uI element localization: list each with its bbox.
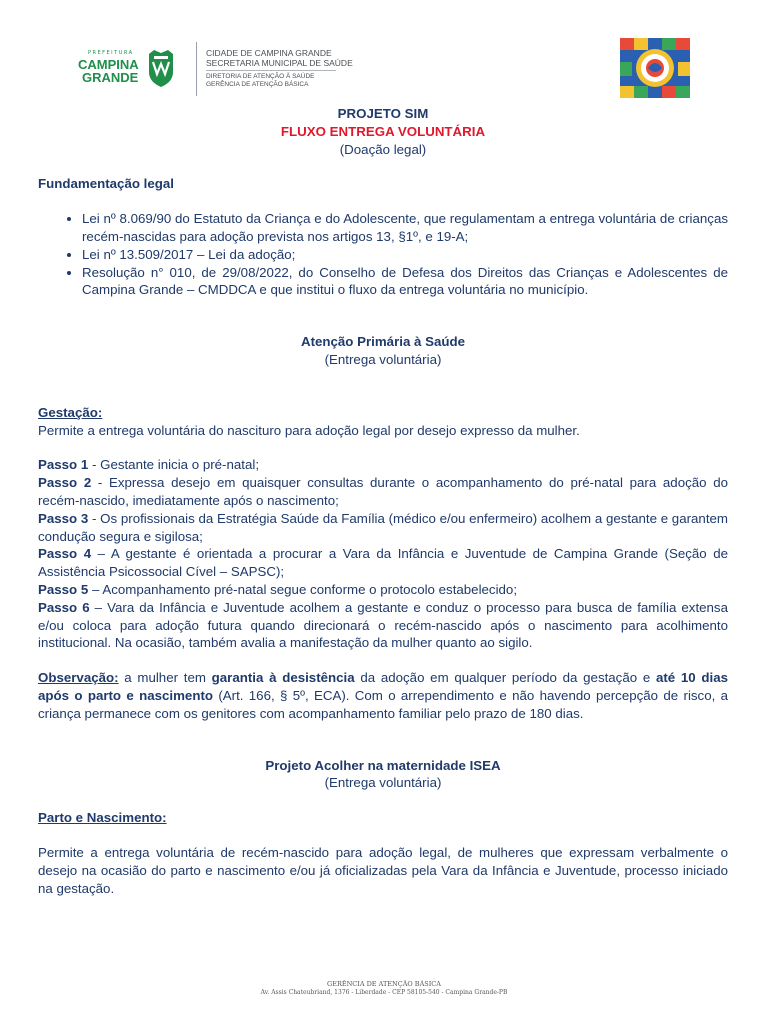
step-label: Passo 5 (38, 581, 89, 597)
step-text: – Acompanhamento pré-natal segue conforme o protocolo estabelecido; (88, 581, 518, 597)
step-text: – A gestante é orientada a procurar a Vara da Infância e Juventude de Campina Grande (Seção de Assistência Psicossocial Cível – SAPSC); (38, 546, 728, 580)
maternity-heading: Projeto Acolher na maternidade ISEA (265, 757, 501, 773)
step-label: Passo 1 (38, 457, 89, 473)
logo-line2: GRANDE (82, 70, 139, 85)
step-text: - Expressa desejo em quaisquer consultas durante o acompanhamento do pré-natal para adoção do recém-nascido, imediatamente após o nascimento; (38, 475, 728, 508)
title-subtitle: (Doação legal) (339, 141, 427, 157)
legal-item: • Lei nº 13.509/2017 – Lei da adoção; (82, 246, 728, 264)
step-label: Passo 6 (38, 599, 90, 615)
document-body (38, 100, 728, 897)
birth-paragraph: Permite a entrega voluntária de recém-nascido para adoção legal, de mulheres que expressam verbalmente o desejo na ocasião do parto e nascimento e/ou já oficializadas pela Vara da Infância e Juventude, processo iniciado na gestação. (38, 844, 728, 896)
header-secretariat: SECRETARIA MUNICIPAL DE SAÚDE (206, 58, 353, 68)
footer-address: Av. Assis Chateubriand, 1376 - Liberdade - CEP 58105-540 - Campina Grande-PB (260, 989, 508, 996)
gestation-heading: Gestação: (38, 404, 103, 420)
observation-label: Observação: (38, 670, 119, 686)
legal-heading: Fundamentação legal (38, 176, 174, 192)
step-text: – Vara da Infância e Juventude acolhem a gestante e conduz o processo para busca de família extensa e/ou coloca para adoção futura quando direcionará o recém-nascido após o nascimento para acolhimento institucional. Na ocasião, também avalia a manifestação da mulher quanto ao sigilo. (38, 599, 728, 651)
shield-icon (146, 48, 176, 88)
legal-list (38, 210, 728, 299)
step-item (38, 599, 728, 652)
step-text: - Gestante inicia o pré-natal; (88, 457, 260, 473)
step-item (38, 456, 728, 474)
flow-title: FLUXO ENTREGA VOLUNTÁRIA (280, 123, 486, 139)
observation-emphasis: até 10 dias após o parto e nascimento (38, 670, 728, 703)
page-footer (0, 980, 768, 997)
header-management: GERÊNCIA DE ATENÇÃO BÁSICA (206, 81, 309, 88)
header-directorate: DIRETORIA DE ATENÇÃO À SAÚDE (206, 73, 315, 80)
primary-subheading: (Entrega voluntária) (324, 351, 442, 367)
project-badge-logo (620, 38, 690, 98)
legal-item: • Lei nº 8.069/90 do Estatuto da Criança e do Adolescente, que regulamentam a entrega voluntária de crianças recém-nascidas para adoção prevista nos artigos 13, §1º, e 19-A; (82, 210, 728, 246)
observation-paragraph: Observação: a mulher tem garantia à desistência da adoção em qualquer período da gestação e até 10 dias após o parto e nascimento (Art. 166, § 5º, ECA). Com o arrependimento e não havendo percepção de risco, a criança permanece com os genitores com acompanhamento familiar pelo prazo de 180 dias. (38, 670, 729, 721)
maternity-subheading: (Entrega voluntária) (324, 775, 442, 791)
header-divider (196, 42, 197, 96)
logo-prefeitura-text: PREFEITURA (88, 50, 134, 56)
page-header (0, 0, 768, 110)
steps-list (38, 456, 728, 652)
step-label: Passo 3 (38, 510, 89, 526)
primary-heading: Atenção Primária à Saúde (300, 334, 466, 350)
legal-item: • Resolução n° 010, de 29/08/2022, do Conselho de Defesa dos Direitos das Crianças e Adolescentes de Campina Grande – CMDDCA e que institui o fluxo da entrega voluntária no município. (82, 264, 728, 300)
step-item (38, 581, 728, 599)
step-item (38, 510, 728, 546)
observation-emphasis: garantia à desistência (211, 670, 355, 686)
step-label: Passo 4 (38, 546, 92, 562)
birth-heading: Parto e Nascimento: (38, 810, 167, 826)
gestation-intro: Permite a entrega voluntária do nascituro para adoção legal por desejo expresso da mulher. (38, 422, 580, 438)
footer-line1: GERÊNCIA DE ATENÇÃO BÁSICA (327, 980, 441, 988)
step-item (38, 545, 728, 581)
step-text: - Os profissionais da Estratégia Saúde da Família (médico e/ou enfermeiro) acolhem a gestante e garantem condução segura e sigilosa; (38, 510, 728, 544)
header-city: CIDADE DE CAMPINA GRANDE (206, 48, 332, 58)
logo-line1: CAMPINA (78, 57, 139, 72)
step-label: Passo 2 (38, 475, 92, 491)
header-institution (206, 48, 353, 89)
step-item (38, 474, 728, 510)
project-title: PROJETO SIM (337, 106, 429, 121)
